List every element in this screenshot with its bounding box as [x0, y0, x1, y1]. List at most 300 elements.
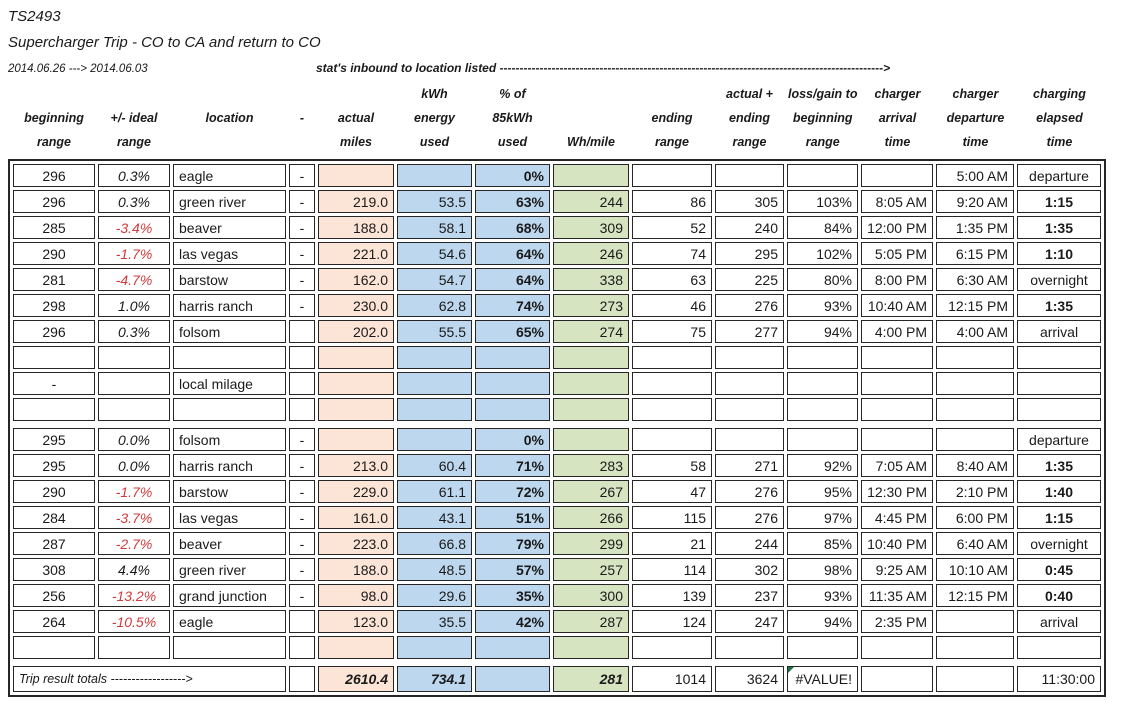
cell-loss-gain[interactable]: 84% [787, 216, 858, 239]
cell-actual-ending-range[interactable] [715, 398, 784, 421]
cell-actual-ending-range[interactable]: 225 [715, 268, 784, 291]
cell-charger-arrival[interactable]: 8:00 PM [861, 268, 933, 291]
cell-actual-ending-range[interactable]: 240 [715, 216, 784, 239]
cell-beginning-range[interactable]: - [13, 372, 95, 395]
cell-pct-85kwh-used[interactable]: 63% [475, 190, 550, 213]
cell-location[interactable]: barstow [173, 480, 286, 503]
cell-beginning-range[interactable]: 295 [13, 454, 95, 477]
cell-ideal-range[interactable]: -2.7% [98, 532, 170, 555]
cell-dash[interactable] [289, 666, 315, 692]
cell-ideal-range[interactable]: -4.7% [98, 268, 170, 291]
cell-wh-per-mile[interactable]: 283 [553, 454, 629, 477]
cell-ending-range[interactable]: 46 [632, 294, 712, 317]
cell-kwh-energy-used[interactable] [397, 636, 472, 659]
cell-location[interactable] [173, 398, 286, 421]
cell-beginning-range[interactable]: 295 [13, 428, 95, 451]
cell-charging-elapsed[interactable] [1017, 398, 1101, 421]
cell-charger-arrival[interactable] [861, 428, 933, 451]
cell-charging-elapsed[interactable]: 1:40 [1017, 480, 1101, 503]
cell-ideal-range[interactable]: 0.3% [98, 190, 170, 213]
header-line: actual + [726, 87, 773, 101]
cell-actual-miles[interactable] [318, 164, 394, 187]
cell-ending-range[interactable]: 114 [632, 558, 712, 581]
table-row [13, 398, 1101, 421]
cell-beginning-range[interactable] [13, 636, 95, 659]
cell-actual-miles[interactable]: 229.0 [318, 480, 394, 503]
cell-location[interactable]: local milage [173, 372, 286, 395]
cell-dash[interactable]: - [289, 164, 315, 187]
cell-pct-85kwh-used[interactable] [475, 398, 550, 421]
cell-loss-gain[interactable]: 85% [787, 532, 858, 555]
cell-actual-miles[interactable]: 188.0 [318, 558, 394, 581]
header-line: range [654, 135, 690, 149]
cell-location[interactable]: green river [173, 558, 286, 581]
cell-location[interactable]: las vegas [173, 506, 286, 529]
cell-actual-ending-range[interactable]: 276 [715, 480, 784, 503]
cell-charging-elapsed[interactable]: 1:10 [1017, 242, 1101, 265]
cell-kwh-energy-used[interactable]: 62.8 [397, 294, 472, 317]
cell-loss-gain[interactable] [787, 164, 858, 187]
cell-charger-arrival[interactable]: 4:45 PM [861, 506, 933, 529]
cell-loss-gain[interactable]: #VALUE! [787, 666, 858, 692]
cell-actual-ending-range[interactable] [715, 636, 784, 659]
cell-wh-per-mile[interactable]: 300 [553, 584, 629, 607]
cell-actual-miles[interactable] [318, 428, 394, 451]
cell-charger-departure[interactable] [936, 398, 1014, 421]
cell-location[interactable]: beaver [173, 532, 286, 555]
cell-charger-arrival[interactable]: 11:35 AM [861, 584, 933, 607]
cell-beginning-range[interactable]: 287 [13, 532, 95, 555]
cell-actual-miles[interactable]: 98.0 [318, 584, 394, 607]
cell-ideal-range[interactable] [98, 346, 170, 369]
cell-ending-range[interactable] [632, 636, 712, 659]
cell-kwh-energy-used[interactable] [397, 346, 472, 369]
cell-wh-per-mile[interactable] [553, 164, 629, 187]
cell-charger-departure[interactable]: 6:40 AM [936, 532, 1014, 555]
cell-dash[interactable]: - [289, 454, 315, 477]
cell-wh-per-mile[interactable]: 257 [553, 558, 629, 581]
cell-ending-range[interactable]: 124 [632, 610, 712, 633]
cell-dash[interactable] [289, 610, 315, 633]
cell-charger-arrival[interactable] [861, 636, 933, 659]
cell-charger-departure[interactable]: 12:15 PM [936, 294, 1014, 317]
cell-charger-arrival[interactable]: 8:05 AM [861, 190, 933, 213]
doc-title: TS2493 [8, 8, 61, 25]
cell-charging-elapsed[interactable]: departure [1017, 164, 1101, 187]
cell-beginning-range[interactable]: 296 [13, 320, 95, 343]
cell-charger-departure[interactable]: 2:10 PM [936, 480, 1014, 503]
cell-kwh-energy-used[interactable]: 55.5 [397, 320, 472, 343]
cell-ending-range[interactable]: 1014 [632, 666, 712, 692]
cell-kwh-energy-used[interactable] [397, 372, 472, 395]
cell-beginning-range[interactable]: 256 [13, 584, 95, 607]
cell-beginning-range[interactable]: 296 [13, 164, 95, 187]
cell-loss-gain[interactable] [787, 636, 858, 659]
cell-kwh-energy-used[interactable]: 61.1 [397, 480, 472, 503]
cell-beginning-range[interactable] [13, 346, 95, 369]
cell-actual-ending-range[interactable]: 276 [715, 294, 784, 317]
cell-kwh-energy-used[interactable]: 54.6 [397, 242, 472, 265]
cell-charger-departure[interactable]: 1:35 PM [936, 216, 1014, 239]
cell-charger-arrival[interactable]: 12:30 PM [861, 480, 933, 503]
cell-ideal-range[interactable]: -10.5% [98, 610, 170, 633]
cell-dash[interactable]: - [289, 216, 315, 239]
cell-pct-85kwh-used[interactable] [475, 346, 550, 369]
date-range: 2014.06.26 ---> 2014.06.03 [8, 63, 148, 75]
cell-charger-arrival[interactable]: 5:05 PM [861, 242, 933, 265]
cell-dash[interactable]: - [289, 532, 315, 555]
cell-actual-miles[interactable]: 213.0 [318, 454, 394, 477]
cell-ideal-range[interactable] [98, 372, 170, 395]
cell-dash[interactable]: - [289, 584, 315, 607]
cell-kwh-energy-used[interactable]: 35.5 [397, 610, 472, 633]
cell-kwh-energy-used[interactable]: 58.1 [397, 216, 472, 239]
cell-dash[interactable]: - [289, 242, 315, 265]
cell-wh-per-mile[interactable]: 267 [553, 480, 629, 503]
table-row [13, 346, 1101, 369]
cell-ideal-range[interactable]: 0.0% [98, 428, 170, 451]
column-header-charger-departure [936, 82, 1014, 154]
cell-pct-85kwh-used[interactable]: 57% [475, 558, 550, 581]
cell-wh-per-mile[interactable] [553, 346, 629, 369]
cell-loss-gain[interactable]: 98% [787, 558, 858, 581]
cell-dash[interactable]: - [289, 428, 315, 451]
cell-dash[interactable]: - [289, 480, 315, 503]
cell-dash[interactable] [289, 398, 315, 421]
cell-wh-per-mile[interactable]: 274 [553, 320, 629, 343]
cell-beginning-range[interactable]: 264 [13, 610, 95, 633]
cell-charging-elapsed[interactable]: departure [1017, 428, 1101, 451]
cell-ending-range[interactable]: 63 [632, 268, 712, 291]
cell-wh-per-mile[interactable] [553, 636, 629, 659]
cell-loss-gain[interactable]: 97% [787, 506, 858, 529]
cell-pct-85kwh-used[interactable]: 68% [475, 216, 550, 239]
cell-ideal-range[interactable]: 4.4% [98, 558, 170, 581]
cell-actual-ending-range[interactable]: 295 [715, 242, 784, 265]
cell-charger-arrival[interactable]: 10:40 AM [861, 294, 933, 317]
cell-location[interactable]: beaver [173, 216, 286, 239]
cell-pct-85kwh-used[interactable]: 64% [475, 268, 550, 291]
cell-dash[interactable] [289, 636, 315, 659]
cell-wh-per-mile[interactable]: 299 [553, 532, 629, 555]
cell-pct-85kwh-used[interactable]: 79% [475, 532, 550, 555]
cell-ideal-range[interactable]: -13.2% [98, 584, 170, 607]
cell-location[interactable]: grand junction [173, 584, 286, 607]
header-line: +/- ideal [110, 111, 158, 125]
cell-ending-range[interactable] [632, 346, 712, 369]
cell-ending-range[interactable]: 52 [632, 216, 712, 239]
cell-ending-range[interactable] [632, 372, 712, 395]
cell-ideal-range[interactable]: -3.4% [98, 216, 170, 239]
cell-beginning-range[interactable]: 298 [13, 294, 95, 317]
cell-charging-elapsed[interactable] [1017, 346, 1101, 369]
cell-location[interactable] [173, 346, 286, 369]
cell-actual-miles[interactable] [318, 346, 394, 369]
cell-dash[interactable]: - [289, 268, 315, 291]
column-header-ending-range [632, 82, 712, 154]
cell-ideal-range[interactable]: 0.0% [98, 454, 170, 477]
cell-dash[interactable]: - [289, 190, 315, 213]
column-header-dash [289, 82, 315, 154]
cell-loss-gain[interactable]: 103% [787, 190, 858, 213]
cell-charging-elapsed[interactable]: arrival [1017, 320, 1101, 343]
cell-kwh-energy-used[interactable]: 60.4 [397, 454, 472, 477]
cell-kwh-energy-used[interactable] [397, 398, 472, 421]
cell-loss-gain[interactable]: 92% [787, 454, 858, 477]
cell-beginning-range[interactable]: 285 [13, 216, 95, 239]
cell-actual-miles[interactable] [318, 372, 394, 395]
cell-kwh-energy-used[interactable]: 54.7 [397, 268, 472, 291]
cell-wh-per-mile[interactable]: 244 [553, 190, 629, 213]
cell-loss-gain[interactable] [787, 372, 858, 395]
cell-location[interactable]: las vegas [173, 242, 286, 265]
cell-loss-gain[interactable]: 80% [787, 268, 858, 291]
cell-charging-elapsed[interactable]: 11:30:00 [1017, 666, 1101, 692]
cell-actual-ending-range[interactable]: 271 [715, 454, 784, 477]
cell-pct-85kwh-used[interactable]: 65% [475, 320, 550, 343]
cell-actual-ending-range[interactable] [715, 428, 784, 451]
cell-location[interactable]: eagle [173, 610, 286, 633]
cell-wh-per-mile[interactable]: 287 [553, 610, 629, 633]
cell-wh-per-mile[interactable]: 273 [553, 294, 629, 317]
cell-charger-arrival[interactable]: 2:35 PM [861, 610, 933, 633]
cell-actual-ending-range[interactable] [715, 164, 784, 187]
cell-actual-ending-range[interactable]: 247 [715, 610, 784, 633]
cell-charger-departure[interactable]: 6:15 PM [936, 242, 1014, 265]
cell-charging-elapsed[interactable]: overnight [1017, 268, 1101, 291]
cell-charger-arrival[interactable]: 12:00 PM [861, 216, 933, 239]
cell-charger-arrival[interactable] [861, 164, 933, 187]
cell-beginning-range[interactable]: 284 [13, 506, 95, 529]
cell-pct-85kwh-used[interactable]: 72% [475, 480, 550, 503]
column-header-wh-per-mile [553, 82, 629, 154]
cell-wh-per-mile[interactable]: 309 [553, 216, 629, 239]
cell-ideal-range[interactable]: -1.7% [98, 242, 170, 265]
cell-location[interactable] [173, 636, 286, 659]
error-indicator-icon [788, 667, 794, 673]
cell-beginning-range[interactable]: 290 [13, 480, 95, 503]
cell-pct-85kwh-used[interactable] [475, 636, 550, 659]
cell-charging-elapsed[interactable]: arrival [1017, 610, 1101, 633]
cell-ending-range[interactable]: 139 [632, 584, 712, 607]
cell-charger-arrival[interactable]: 7:05 AM [861, 454, 933, 477]
column-header-loss-gain [787, 82, 858, 154]
cell-ending-range[interactable] [632, 164, 712, 187]
totals-row [13, 666, 1101, 692]
cell-actual-miles[interactable]: 2610.4 [318, 666, 394, 692]
cell-kwh-energy-used[interactable]: 48.5 [397, 558, 472, 581]
cell-actual-miles[interactable] [318, 398, 394, 421]
cell-actual-miles[interactable]: 202.0 [318, 320, 394, 343]
column-header-location [173, 82, 286, 154]
cell-charging-elapsed[interactable]: 1:35 [1017, 216, 1101, 239]
cell-charger-departure[interactable]: 8:40 AM [936, 454, 1014, 477]
cell-ideal-range[interactable]: 0.3% [98, 164, 170, 187]
cell-beginning-range[interactable]: 290 [13, 242, 95, 265]
cell-beginning-range[interactable]: Trip result totals ------------------> [13, 666, 286, 692]
cell-actual-miles[interactable]: 221.0 [318, 242, 394, 265]
cell-kwh-energy-used[interactable]: 66.8 [397, 532, 472, 555]
cell-ending-range[interactable]: 86 [632, 190, 712, 213]
cell-actual-ending-range[interactable] [715, 346, 784, 369]
cell-actual-ending-range[interactable] [715, 372, 784, 395]
cell-ending-range[interactable] [632, 428, 712, 451]
cell-kwh-energy-used[interactable]: 43.1 [397, 506, 472, 529]
cell-actual-miles[interactable]: 219.0 [318, 190, 394, 213]
cell-actual-ending-range[interactable]: 302 [715, 558, 784, 581]
cell-location[interactable]: barstow [173, 268, 286, 291]
cell-actual-ending-range[interactable]: 244 [715, 532, 784, 555]
cell-wh-per-mile[interactable]: 246 [553, 242, 629, 265]
cell-dash[interactable] [289, 320, 315, 343]
cell-wh-per-mile[interactable]: 266 [553, 506, 629, 529]
cell-pct-85kwh-used[interactable]: 74% [475, 294, 550, 317]
cell-loss-gain[interactable]: 95% [787, 480, 858, 503]
cell-charger-arrival[interactable] [861, 346, 933, 369]
cell-charger-departure[interactable]: 4:00 AM [936, 320, 1014, 343]
cell-charging-elapsed[interactable]: 0:45 [1017, 558, 1101, 581]
cell-actual-miles[interactable]: 188.0 [318, 216, 394, 239]
header-line: ending [651, 111, 693, 125]
cell-pct-85kwh-used[interactable]: 64% [475, 242, 550, 265]
cell-charger-arrival[interactable] [861, 666, 933, 692]
cell-ideal-range[interactable]: -1.7% [98, 480, 170, 503]
cell-loss-gain[interactable]: 93% [787, 294, 858, 317]
cell-ending-range[interactable]: 115 [632, 506, 712, 529]
cell-ideal-range[interactable]: 0.3% [98, 320, 170, 343]
header-line: ending [729, 111, 770, 125]
cell-loss-gain[interactable]: 94% [787, 320, 858, 343]
cell-loss-gain[interactable] [787, 346, 858, 369]
cell-pct-85kwh-used[interactable]: 0% [475, 428, 550, 451]
cell-actual-miles[interactable]: 223.0 [318, 532, 394, 555]
cell-loss-gain[interactable] [787, 428, 858, 451]
cell-ideal-range[interactable]: 1.0% [98, 294, 170, 317]
cell-wh-per-mile[interactable] [553, 372, 629, 395]
cell-charger-departure[interactable] [936, 610, 1014, 633]
cell-pct-85kwh-used[interactable]: 0% [475, 164, 550, 187]
cell-location[interactable]: eagle [173, 164, 286, 187]
cell-charging-elapsed[interactable] [1017, 636, 1101, 659]
cell-actual-ending-range[interactable]: 277 [715, 320, 784, 343]
cell-ending-range[interactable]: 21 [632, 532, 712, 555]
cell-charger-departure[interactable]: 6:00 PM [936, 506, 1014, 529]
cell-pct-85kwh-used[interactable] [475, 372, 550, 395]
cell-charger-arrival[interactable]: 9:25 AM [861, 558, 933, 581]
cell-kwh-energy-used[interactable]: 29.6 [397, 584, 472, 607]
cell-actual-miles[interactable]: 230.0 [318, 294, 394, 317]
cell-loss-gain[interactable]: 102% [787, 242, 858, 265]
cell-beginning-range[interactable]: 308 [13, 558, 95, 581]
cell-actual-ending-range[interactable]: 3624 [715, 666, 784, 692]
cell-location[interactable]: folsom [173, 428, 286, 451]
cell-pct-85kwh-used[interactable]: 35% [475, 584, 550, 607]
cell-charger-arrival[interactable]: 10:40 PM [861, 532, 933, 555]
cell-charging-elapsed[interactable]: 0:40 [1017, 584, 1101, 607]
cell-actual-miles[interactable] [318, 636, 394, 659]
cell-dash[interactable] [289, 372, 315, 395]
cell-charger-arrival[interactable]: 4:00 PM [861, 320, 933, 343]
cell-ideal-range[interactable]: -3.7% [98, 506, 170, 529]
cell-dash[interactable]: - [289, 506, 315, 529]
cell-actual-ending-range[interactable]: 305 [715, 190, 784, 213]
cell-actual-ending-range[interactable]: 237 [715, 584, 784, 607]
cell-actual-miles[interactable]: 123.0 [318, 610, 394, 633]
cell-charger-departure[interactable]: 6:30 AM [936, 268, 1014, 291]
cell-ending-range[interactable]: 75 [632, 320, 712, 343]
cell-beginning-range[interactable] [13, 398, 95, 421]
cell-charging-elapsed[interactable]: overnight [1017, 532, 1101, 555]
cell-dash[interactable]: - [289, 558, 315, 581]
cell-location[interactable]: folsom [173, 320, 286, 343]
cell-charging-elapsed[interactable]: 1:35 [1017, 454, 1101, 477]
cell-charging-elapsed[interactable] [1017, 372, 1101, 395]
cell-wh-per-mile[interactable]: 338 [553, 268, 629, 291]
cell-ending-range[interactable]: 74 [632, 242, 712, 265]
cell-kwh-energy-used[interactable]: 53.5 [397, 190, 472, 213]
cell-kwh-energy-used[interactable]: 734.1 [397, 666, 472, 692]
cell-ideal-range[interactable] [98, 398, 170, 421]
cell-wh-per-mile[interactable]: 281 [553, 666, 629, 692]
header-line: beginning [792, 111, 853, 125]
cell-pct-85kwh-used[interactable]: 42% [475, 610, 550, 633]
cell-charging-elapsed[interactable]: 1:15 [1017, 506, 1101, 529]
cell-charger-departure[interactable]: 12:15 PM [936, 584, 1014, 607]
table-row [13, 164, 1101, 187]
cell-charger-departure[interactable] [936, 428, 1014, 451]
cell-actual-ending-range[interactable]: 276 [715, 506, 784, 529]
cell-charger-departure[interactable] [936, 636, 1014, 659]
header-line: range [36, 135, 72, 149]
cell-charger-departure[interactable] [936, 372, 1014, 395]
cell-location[interactable]: harris ranch [173, 454, 286, 477]
cell-charging-elapsed[interactable]: 1:15 [1017, 190, 1101, 213]
cell-kwh-energy-used[interactable] [397, 428, 472, 451]
cell-actual-miles[interactable]: 162.0 [318, 268, 394, 291]
cell-charging-elapsed[interactable]: 1:35 [1017, 294, 1101, 317]
cell-dash[interactable]: - [289, 294, 315, 317]
cell-charger-departure[interactable]: 9:20 AM [936, 190, 1014, 213]
cell-location[interactable]: green river [173, 190, 286, 213]
cell-actual-miles[interactable]: 161.0 [318, 506, 394, 529]
cell-loss-gain[interactable]: 94% [787, 610, 858, 633]
cell-beginning-range[interactable]: 296 [13, 190, 95, 213]
cell-ending-range[interactable]: 47 [632, 480, 712, 503]
cell-loss-gain[interactable] [787, 398, 858, 421]
cell-ending-range[interactable]: 58 [632, 454, 712, 477]
cell-charger-arrival[interactable] [861, 372, 933, 395]
cell-charger-departure[interactable] [936, 666, 1014, 692]
cell-location[interactable]: harris ranch [173, 294, 286, 317]
cell-charger-arrival[interactable] [861, 398, 933, 421]
cell-dash[interactable] [289, 346, 315, 369]
cell-charger-departure[interactable] [936, 346, 1014, 369]
cell-wh-per-mile[interactable] [553, 428, 629, 451]
cell-ending-range[interactable] [632, 398, 712, 421]
cell-beginning-range[interactable]: 281 [13, 268, 95, 291]
table-row [13, 190, 1101, 213]
cell-wh-per-mile[interactable] [553, 398, 629, 421]
cell-pct-85kwh-used[interactable] [475, 666, 550, 692]
cell-charger-departure[interactable]: 10:10 AM [936, 558, 1014, 581]
cell-pct-85kwh-used[interactable]: 71% [475, 454, 550, 477]
header-line: charging [1033, 87, 1086, 101]
cell-pct-85kwh-used[interactable]: 51% [475, 506, 550, 529]
cell-charger-departure[interactable]: 5:00 AM [936, 164, 1014, 187]
cell-ideal-range[interactable] [98, 636, 170, 659]
cell-kwh-energy-used[interactable] [397, 164, 472, 187]
cell-loss-gain[interactable]: 93% [787, 584, 858, 607]
